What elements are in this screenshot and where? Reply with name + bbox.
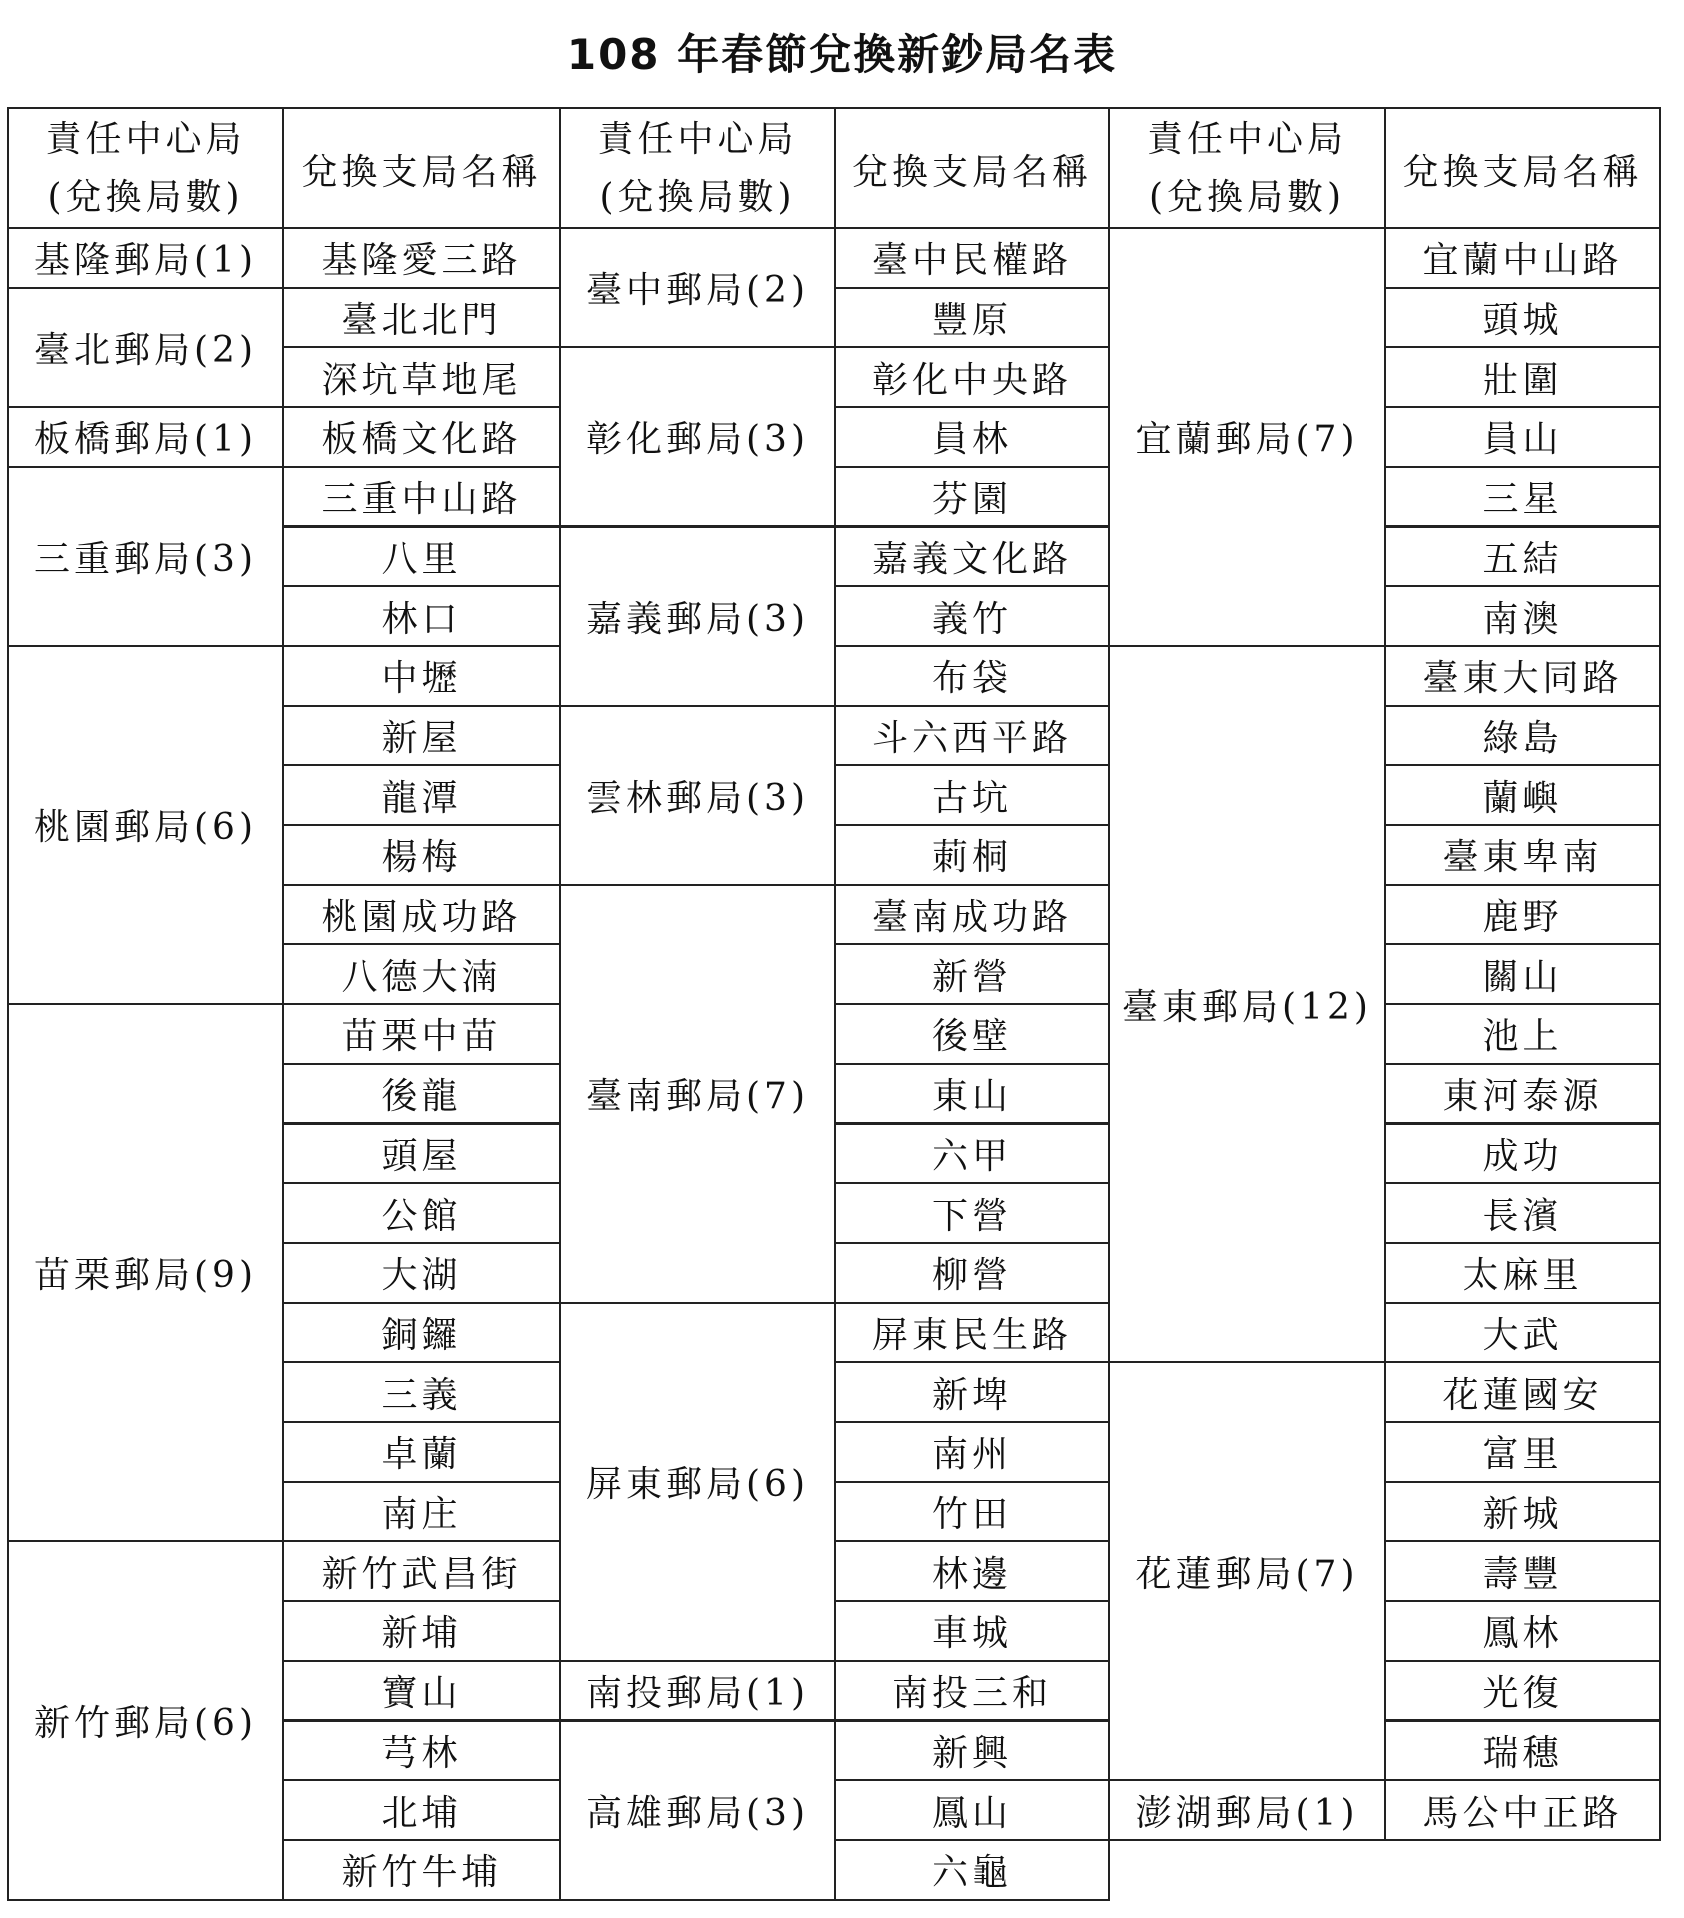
center-office-cell: 臺中郵局(2) (559, 227, 836, 348)
center-office-cell: 新竹郵局(6) (7, 1540, 284, 1900)
branch-cell: 鳳林 (1384, 1600, 1661, 1662)
branch-cell: 寶山 (282, 1660, 561, 1722)
branch-cell: 六龜 (834, 1839, 1110, 1901)
center-office-cell: 屏東郵局(6) (559, 1302, 836, 1662)
center-office-cell: 基隆郵局(1) (7, 227, 284, 289)
branch-cell: 布袋 (834, 645, 1110, 707)
branch-cell: 頭屋 (282, 1123, 561, 1185)
branch-cell: 員林 (834, 406, 1110, 468)
center-office-cell: 臺東郵局(12) (1108, 645, 1386, 1363)
branch-cell: 瑞穗 (1384, 1720, 1661, 1782)
branch-cell: 銅鑼 (282, 1302, 561, 1364)
center-office-cell: 嘉義郵局(3) (559, 526, 836, 707)
center-office-cell: 苗栗郵局(9) (7, 1003, 284, 1542)
branch-cell: 北埔 (282, 1779, 561, 1841)
branch-cell: 嘉義文化路 (834, 526, 1110, 588)
header-center-line1: 責任中心局 (597, 119, 798, 160)
branch-cell: 柳營 (834, 1242, 1110, 1304)
branch-cell: 深坑草地尾 (282, 346, 561, 408)
branch-cell: 大武 (1384, 1302, 1661, 1364)
branch-cell: 馬公中正路 (1384, 1779, 1661, 1841)
branch-cell: 南庄 (282, 1481, 561, 1543)
branch-cell: 壽豐 (1384, 1540, 1661, 1602)
header-branch-name: 兌換支局名稱 (282, 107, 561, 231)
branch-cell: 公館 (282, 1182, 561, 1244)
center-office-cell: 南投郵局(1) (559, 1660, 836, 1722)
branch-cell: 下營 (834, 1182, 1110, 1244)
branch-cell: 南澳 (1384, 585, 1661, 647)
branch-cell: 八里 (282, 526, 561, 588)
branch-cell: 後龍 (282, 1063, 561, 1125)
branch-cell: 宜蘭中山路 (1384, 227, 1661, 289)
center-office-cell: 花蓮郵局(7) (1108, 1361, 1386, 1781)
branch-cell: 臺東卑南 (1384, 824, 1661, 886)
header-center-line1: 責任中心局 (1146, 119, 1347, 160)
header-center-line2: (兌換局數) (599, 177, 796, 218)
branch-cell: 後壁 (834, 1003, 1110, 1065)
branch-cell: 苗栗中苗 (282, 1003, 561, 1065)
branch-cell: 三重中山路 (282, 466, 561, 528)
branch-cell: 卓蘭 (282, 1421, 561, 1483)
branch-cell: 斗六西平路 (834, 705, 1110, 767)
branch-cell: 桃園成功路 (282, 884, 561, 946)
branch-cell: 成功 (1384, 1123, 1661, 1185)
branch-cell: 彰化中央路 (834, 346, 1110, 408)
branch-cell: 新興 (834, 1720, 1110, 1782)
branch-cell: 臺北北門 (282, 287, 561, 349)
branch-cell: 員山 (1384, 406, 1661, 468)
branch-cell: 臺東大同路 (1384, 645, 1661, 707)
branch-cell: 竹田 (834, 1481, 1110, 1543)
center-office-cell: 雲林郵局(3) (559, 705, 836, 886)
branch-cell: 義竹 (834, 585, 1110, 647)
branch-cell: 蘭嶼 (1384, 764, 1661, 826)
branch-cell: 三義 (282, 1361, 561, 1423)
branch-cell: 頭城 (1384, 287, 1661, 349)
branch-cell: 中壢 (282, 645, 561, 707)
branch-cell: 新竹武昌街 (282, 1540, 561, 1602)
branch-cell: 六甲 (834, 1123, 1110, 1185)
header-center-office (1108, 107, 1386, 231)
branch-cell: 南州 (834, 1421, 1110, 1483)
branch-cell: 八德大湳 (282, 943, 561, 1005)
branch-cell: 花蓮國安 (1384, 1361, 1661, 1423)
center-office-cell: 臺北郵局(2) (7, 287, 284, 408)
header-branch-name: 兌換支局名稱 (834, 107, 1110, 231)
page-title: 108 年春節兌換新鈔局名表 (566, 30, 1118, 79)
branch-cell: 太麻里 (1384, 1242, 1661, 1304)
branch-cell: 三星 (1384, 466, 1661, 528)
center-office-cell: 桃園郵局(6) (7, 645, 284, 1005)
header-center-line2: (兌換局數) (1148, 177, 1346, 218)
branch-cell: 光復 (1384, 1660, 1661, 1722)
branch-cell: 池上 (1384, 1003, 1661, 1065)
center-office-cell: 宜蘭郵局(7) (1108, 227, 1386, 647)
branch-cell: 林口 (282, 585, 561, 647)
center-office-cell: 板橋郵局(1) (7, 406, 284, 468)
branch-cell: 東河泰源 (1384, 1063, 1661, 1125)
branch-cell: 大湖 (282, 1242, 561, 1304)
center-office-cell: 臺南郵局(7) (559, 884, 836, 1304)
branch-cell: 富里 (1384, 1421, 1661, 1483)
branch-cell: 五結 (1384, 526, 1661, 588)
branch-cell: 芬園 (834, 466, 1110, 528)
branch-cell: 豐原 (834, 287, 1110, 349)
branch-cell: 新埔 (282, 1600, 561, 1662)
branch-cell: 龍潭 (282, 764, 561, 826)
center-office-cell: 彰化郵局(3) (559, 346, 836, 527)
branch-cell: 臺南成功路 (834, 884, 1110, 946)
branch-cell: 東山 (834, 1063, 1110, 1125)
branch-cell: 關山 (1384, 943, 1661, 1005)
branch-cell: 新屋 (282, 705, 561, 767)
header-center-office (559, 107, 836, 231)
header-center-line2: (兌換局數) (47, 177, 244, 218)
branch-cell: 壯圍 (1384, 346, 1661, 408)
branch-cell: 林邊 (834, 1540, 1110, 1602)
branch-cell: 鳳山 (834, 1779, 1110, 1841)
branch-cell: 芎林 (282, 1720, 561, 1782)
center-office-cell: 澎湖郵局(1) (1108, 1779, 1386, 1841)
branch-cell: 古坑 (834, 764, 1110, 826)
center-office-cell: 三重郵局(3) (7, 466, 284, 647)
branch-cell: 鹿野 (1384, 884, 1661, 946)
branch-cell: 綠島 (1384, 705, 1661, 767)
branch-cell: 新城 (1384, 1481, 1661, 1543)
branch-cell: 楊梅 (282, 824, 561, 886)
header-branch-name: 兌換支局名稱 (1384, 107, 1661, 231)
branch-cell: 莿桐 (834, 824, 1110, 886)
header-center-line1: 責任中心局 (45, 119, 246, 160)
branch-cell: 車城 (834, 1600, 1110, 1662)
header-center-office (7, 107, 284, 231)
center-office-cell: 高雄郵局(3) (559, 1720, 836, 1901)
branch-cell: 新竹牛埔 (282, 1839, 561, 1901)
branch-cell: 長濱 (1384, 1182, 1661, 1244)
branch-cell: 基隆愛三路 (282, 227, 561, 289)
branch-cell: 新營 (834, 943, 1110, 1005)
branch-cell: 臺中民權路 (834, 227, 1110, 289)
branch-cell: 新埤 (834, 1361, 1110, 1423)
branch-cell: 板橋文化路 (282, 406, 561, 468)
branch-cell: 屏東民生路 (834, 1302, 1110, 1364)
branch-cell: 南投三和 (834, 1660, 1110, 1722)
